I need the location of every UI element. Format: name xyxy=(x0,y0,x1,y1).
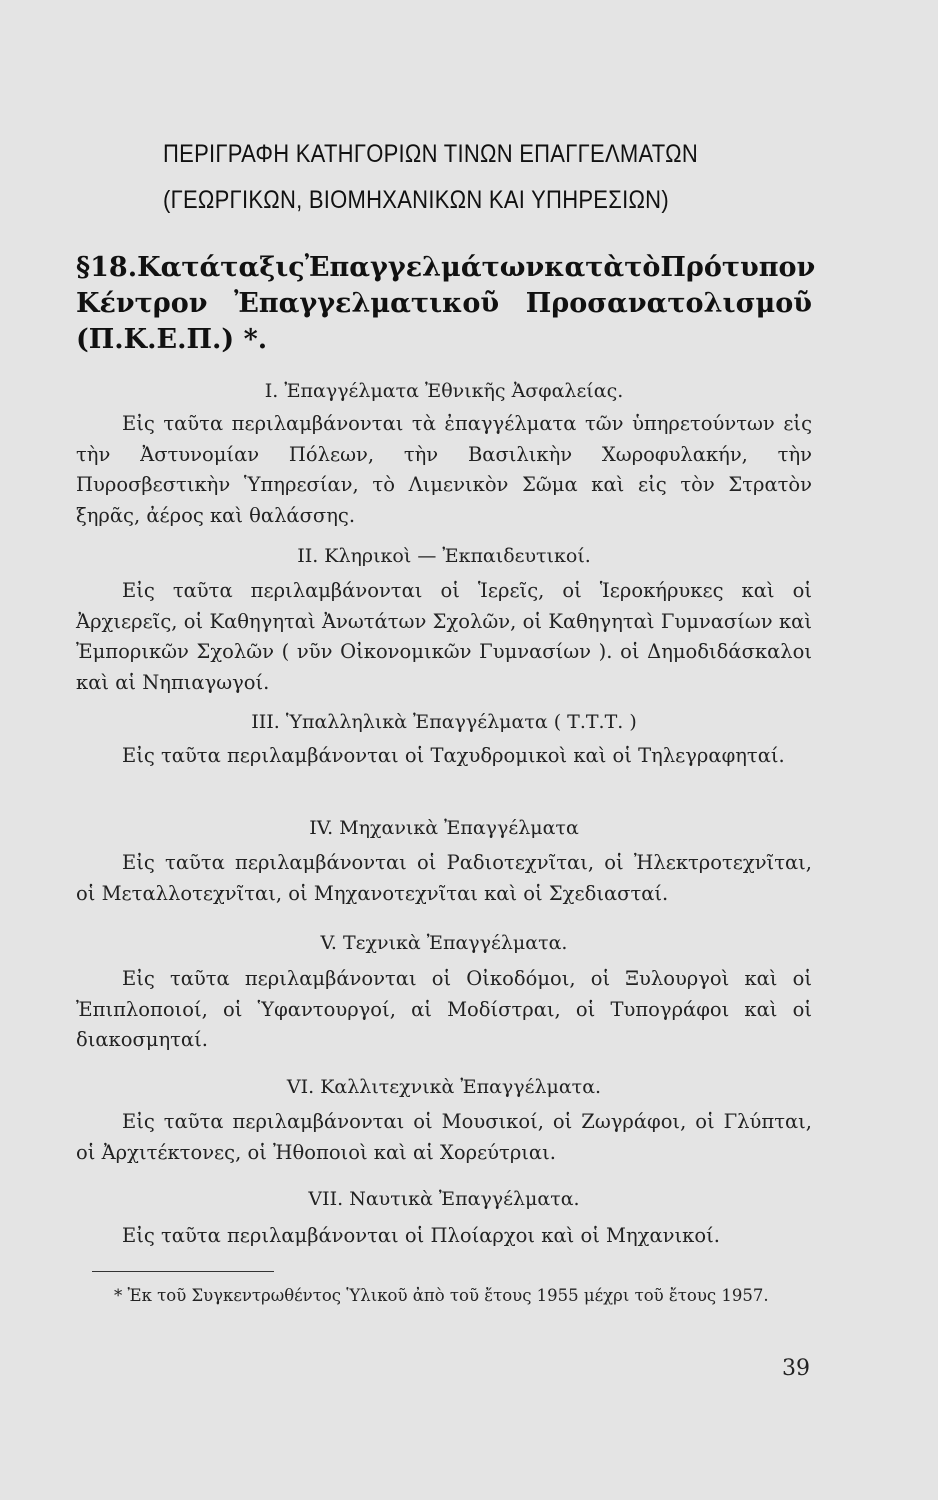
section-abbreviation: (Π.Κ.Ε.Π.) *. xyxy=(76,324,268,355)
category-heading-2: II. Κληρικοὶ — Ἐκπαιδευτικοί. xyxy=(297,545,591,567)
category-heading-5: V. Τεχνικὰ Ἐπαγγέλματα. xyxy=(320,932,568,954)
section-word: Προσανατολισμοῦ xyxy=(525,288,812,319)
section-heading-row-3 xyxy=(76,322,812,358)
section-sign: § xyxy=(76,252,91,283)
section-word: τὸ xyxy=(624,252,661,283)
section-heading xyxy=(76,250,816,358)
category-text-5: Εἰς ταῦτα περιλαμβάνονται οἱ Οἰκοδόμοι, οἱ Ξυλουργοὶ καὶ οἱ Ἐπιπλοποιοί, οἱ Ὑφαντουργοί, αἱ Μοδίστραι, οἱ Τυπογράφοι καὶ οἱ διακοσμηταί. xyxy=(76,967,812,1051)
page-title-line-1: ΠΕΡΙΓΡΑΦΗ ΚΑΤΗΓΟΡΙΩΝ ΤΙΝΩΝ ΕΠΑΓΓΕΛΜΑΤΩΝ xyxy=(163,140,698,168)
section-word: Ἐπαγγελμάτων xyxy=(304,252,545,283)
section-heading-row-2 xyxy=(76,286,812,322)
section-heading-row-1 xyxy=(76,250,816,286)
category-text-3: Εἰς ταῦτα περιλαμβάνονται οἱ Ταχυδρομικοὶ καὶ οἱ Τηλεγραφηταί. xyxy=(122,744,785,767)
footnote-rule xyxy=(92,1271,274,1272)
category-heading-1: I. Ἐπαγγέλματα Ἐθνικῆς Ἀσφαλείας. xyxy=(264,380,624,402)
category-text-4: Εἰς ταῦτα περιλαμβάνονται οἱ Ραδιοτεχνῖται, οἱ Ἠλεκτροτεχνῖται, οἱ Μεταλλοτεχνῖται, οἱ Μηχανοτεχνῖται καὶ οἱ Σχεδιασταί. xyxy=(76,851,812,905)
category-heading-4: IV. Μηχανικὰ Ἐπαγγέλματα xyxy=(309,817,579,839)
footnote: * Ἐκ τοῦ Συγκεντρωθέντος Ὑλικοῦ ἀπὸ τοῦ ἔτους 1955 μέχρι τοῦ ἔτους 1957. xyxy=(114,1286,769,1305)
section-word: Κέντρον xyxy=(76,288,208,319)
category-heading-7: VII. Ναυτικὰ Ἐπαγγέλματα. xyxy=(308,1188,580,1210)
section-word: Κατάταξις xyxy=(137,252,305,283)
page-number: 39 xyxy=(782,1356,810,1381)
section-word: κατὰ xyxy=(544,252,625,283)
page-title-line-2: (ΓΕΩΡΓΙΚΩΝ, ΒΙΟΜΗΧΑΝΙΚΩΝ ΚΑΙ ΥΠΗΡΕΣΙΩΝ) xyxy=(163,186,669,214)
category-heading-6: VI. Καλλιτεχνικὰ Ἐπαγγέλματα. xyxy=(286,1076,602,1098)
section-word: Ἐπαγγελματικοῦ xyxy=(234,288,500,319)
category-text-1: Εἰς ταῦτα περιλαμβάνονται τὰ ἐπαγγέλματα τῶν ὑπηρετούντων εἰς τὴν Ἀστυνομίαν Πόλεων, τὴν Βασιλικὴν Χωροφυλακήν, τὴν Πυροσβεστικὴν Ὑπηρεσίαν, τὸ Λιμενικὸν Σῶμα καὶ εἰς τὸν Στρατὸν ξηρᾶς, ἀέρος καὶ θαλάσσης. xyxy=(76,412,812,527)
category-heading-3: III. Ὑπαλληλικὰ Ἐπαγγέλματα ( Τ.Τ.Τ. ) xyxy=(251,711,637,733)
category-text-6: Εἰς ταῦτα περιλαμβάνονται οἱ Μουσικοί, οἱ Ζωγράφοι, οἱ Γλύπται, οἱ Ἀρχιτέκτονες, οἱ Ἠθοποιοὶ καὶ αἱ Χορεύτριαι. xyxy=(76,1110,812,1164)
category-text-2: Εἰς ταῦτα περιλαμβάνονται οἱ Ἱερεῖς, οἱ Ἱεροκήρυκες καὶ οἱ Ἀρχιερεῖς, οἱ Καθηγηταὶ Ἀνωτάτων Σχολῶν, οἱ Καθηγηταὶ Γυμνασίων καὶ Ἐμπορικῶν Σχολῶν ( νῦν Οἰκονομικῶν Γυμνασίων ). οἱ Δημοδιδάσκαλοι καὶ αἱ Νηπιαγωγοί. xyxy=(76,579,812,694)
category-text-7: Εἰς ταῦτα περιλαμβάνονται οἱ Πλοίαρχοι καὶ οἱ Μηχανικοί. xyxy=(122,1224,720,1247)
section-number: 18. xyxy=(90,252,138,283)
section-word: Πρότυπον xyxy=(660,252,816,283)
